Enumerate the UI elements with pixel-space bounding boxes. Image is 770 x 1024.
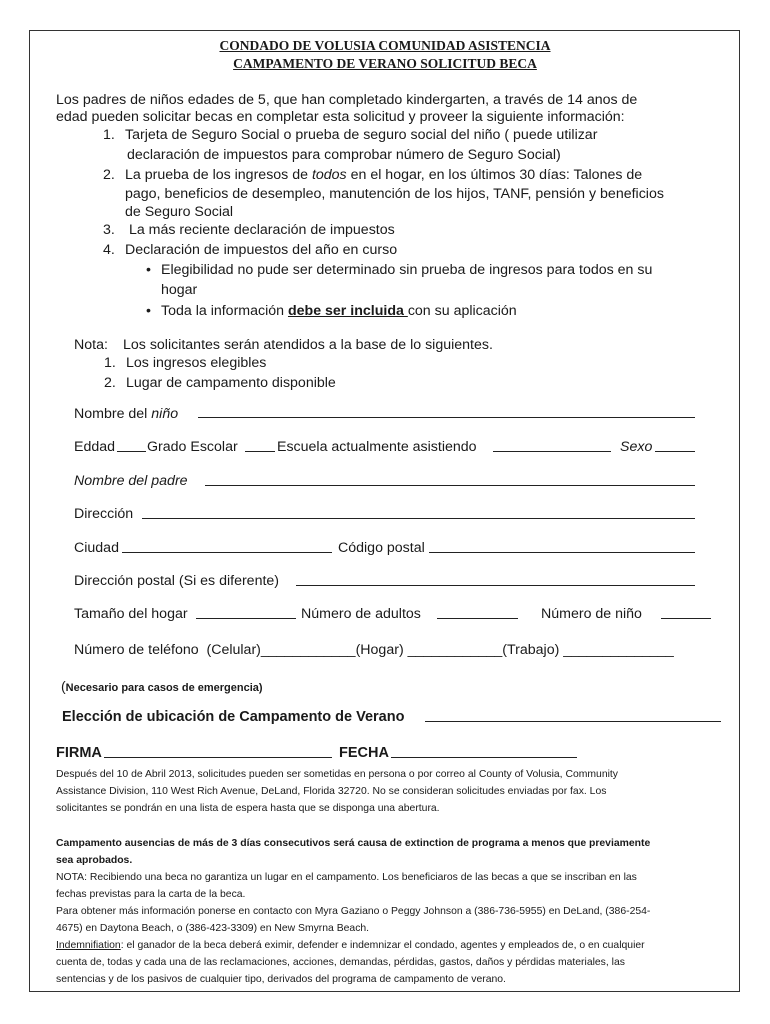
footer-submission-line2: Assistance Division, 110 West Rich Avenue, DeLand, Florida 32720. No se consideran solicitudes enviadas por fax. Los [56,786,607,797]
age-label: Eddad [74,439,116,455]
camp-location-label: Elección de ubicación de Campamento de Verano [62,709,405,725]
children-field[interactable] [661,618,711,619]
adults-field[interactable] [437,618,518,619]
nota-1-text: Los ingresos elegibles [126,355,267,371]
footer-submission-line3: solicitantes se pondrán en una lista de espera hasta que se disponga una abertura. [56,803,440,814]
age-field[interactable] [117,451,146,452]
intro-line2: edad pueden solicitar becas en completar esta solicitud y proveer la siguiente información: [56,109,625,125]
school-label: Escuela actualmente asistiendo [277,439,477,455]
emergency-note: (Necesario para casos de emergencia) [61,678,263,694]
signature-field[interactable] [104,757,332,758]
nota-text: Los solicitantes serán atendidos a la base de lo siguientes. [123,337,493,353]
document-title-line2: CAMPAMENTO DE VERANO SOLICITUD BECA [233,56,537,71]
adults-label: Número de adultos [301,606,421,622]
req-2-text-cont: pago, beneficios de desempleo, manutención de los hijos, TANF, pensión y beneficios [125,186,664,202]
intro-line1: Los padres de niños edades de 5, que han completado kindergarten, a través de 14 anos de [56,92,638,108]
camp-location-field[interactable] [425,721,721,722]
phone-row[interactable]: Número de teléfono (Celular)____________(Hogar) ____________(Trabajo) ______________ [74,642,674,658]
child-name-label: Nombre del niño [74,406,179,422]
footer-indemnification-line3: sentencias y de los pasivos de cualquier tipo, derivados del programa de campamento de verano. [56,974,506,985]
bullet-1-text: Elegibilidad no pude ser determinado sin prueba de ingresos para todos en su [161,262,653,278]
address-label: Dirección [74,506,134,522]
signature-label: FIRMA [56,745,102,761]
address-field[interactable] [142,518,695,519]
bullet-2-text: Toda la información debe ser incluida con su aplicación [161,303,517,319]
req-2-text: La prueba de los ingresos de todos en el hogar, en los últimos 30 días: Talones de [125,167,643,183]
req-2-number: 2. [103,167,115,183]
req-1-text: Tarjeta de Seguro Social o prueba de seguro social del niño ( puede utilizar [125,127,598,143]
footer-contact-line2: 4675) en Daytona Beach, o (386-423-3309) en New Smyrna Beach. [56,923,370,934]
footer-nota-line2: fechas previstas para la carta de la beca. [56,889,246,900]
req-3-text: La más reciente declaración de impuestos [125,222,395,238]
household-size-field[interactable] [196,618,296,619]
date-field[interactable] [391,757,577,758]
req-4-text: Declaración de impuestos del año en curso [125,242,398,258]
req-2-text-cont2: de Seguro Social [125,204,234,220]
req-1-text-cont: declaración de impuestos para comprobar número de Seguro Social) [127,147,561,163]
nota-2-number: 2. [104,375,116,391]
bullet-1-text-cont: hogar [161,282,198,298]
footer-submission-line1: Después del 10 de Abril 2013, solicitudes pueden ser sometidas en persona o por correo al County of Volusia, Community [56,769,618,780]
city-label: Ciudad [74,540,119,556]
city-field[interactable] [122,552,332,553]
children-label: Número de niño [541,606,642,622]
grade-label: Grado Escolar [147,439,238,455]
footer-indemnification-line2: cuenta de, todas y cada una de las reclamaciones, acciones, demandas, pérdidas, gastos, daños y pérdidas materiales, las [56,957,625,968]
bullet-2-glyph: • [146,303,151,319]
footer-contact-line1: Para obtener más información ponerse en contacto con Myra Gaziano o Peggy Johnson a (386-736-5955) en DeLand, (386-254- [56,906,651,917]
footer-nota-line1: NOTA: Recibiendo una beca no garantiza un lugar en el campamento. Los beneficiaros de las becas a que se inscriban en las [56,872,637,883]
nota-label: Nota: [74,337,108,353]
nota-1-number: 1. [104,355,116,371]
parent-name-label: Nombre del padre [74,473,188,489]
mailing-address-field[interactable] [296,585,695,586]
bullet-1-glyph: • [146,262,151,278]
footer-indemnification-line1: Indemnifiation: el ganador de la beca deberá eximir, defender e indemnizar el condado, agentes y empleados de, o en cualquier [56,940,645,951]
req-4-number: 4. [103,242,115,258]
sex-field[interactable] [655,451,695,452]
school-field[interactable] [493,451,611,452]
child-name-field[interactable] [198,417,695,418]
household-size-label: Tamaño del hogar [74,606,188,622]
req-3-number: 3. [103,222,115,238]
zip-label: Código postal [338,540,425,556]
date-label: FECHA [339,745,389,761]
parent-name-field[interactable] [205,485,695,486]
footer-absence-line2: sea aprobados. [56,855,133,866]
zip-field[interactable] [429,552,695,553]
nota-2-text: Lugar de campamento disponible [126,375,336,391]
req-1-number: 1. [103,127,115,143]
mailing-address-label: Dirección postal (Si es diferente) [74,573,280,589]
sex-label: Sexo [620,439,653,455]
document-title-line1: CONDADO DE VOLUSIA COMUNIDAD ASISTENCIA [219,38,551,53]
grade-field[interactable] [245,451,275,452]
footer-absence-line1: Campamento ausencias de más de 3 días consecutivos será causa de extinction de programa a menos que previamente [56,838,651,849]
